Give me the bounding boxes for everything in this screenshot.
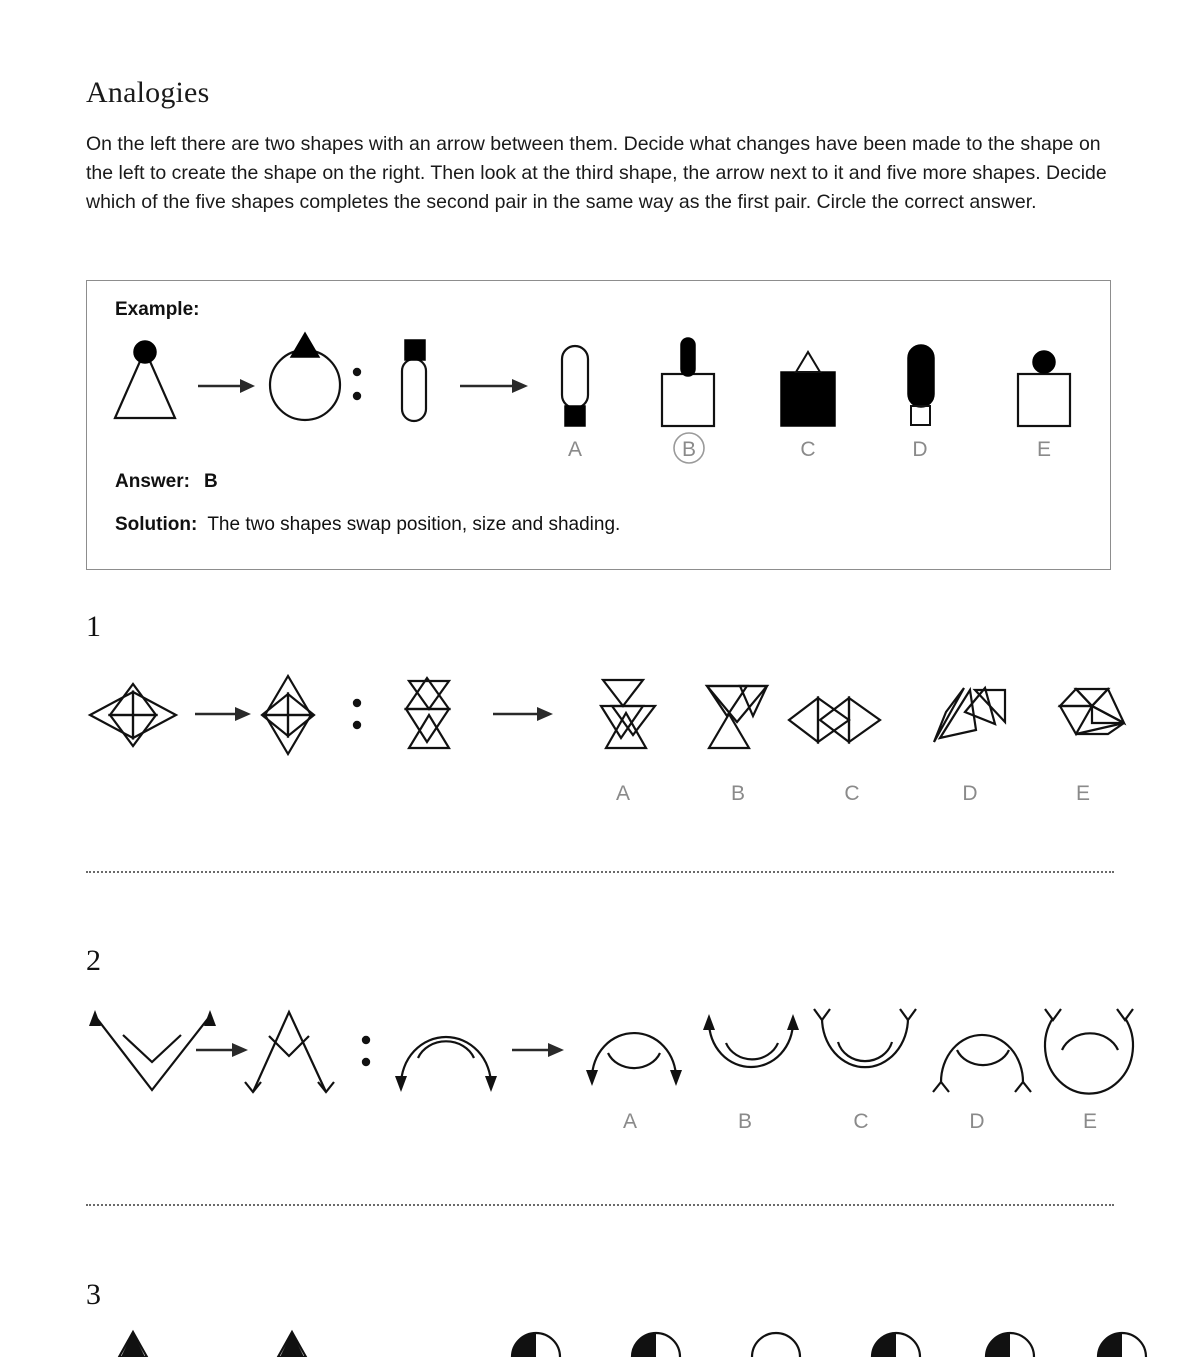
q1-arrow-2 bbox=[493, 707, 553, 721]
q1-option-letter-B[interactable]: B bbox=[730, 782, 745, 805]
q1-option-letter-A[interactable]: A bbox=[615, 782, 630, 805]
q2-arrow-2 bbox=[512, 1043, 564, 1057]
example-option-letter-C[interactable]: C bbox=[800, 438, 816, 461]
q2-option-letter-B[interactable]: B bbox=[737, 1110, 752, 1133]
section-separator-1 bbox=[86, 871, 1114, 873]
example-option-letter-A[interactable]: A bbox=[567, 438, 582, 461]
q1-pair1-right-shape bbox=[262, 676, 314, 754]
q1-pair2-left-shape bbox=[406, 678, 449, 748]
page-title: Analogies bbox=[86, 76, 210, 109]
answer-value: B bbox=[203, 471, 218, 492]
example-box bbox=[86, 280, 1111, 570]
example-label: Example: bbox=[115, 299, 200, 320]
q1-option-D-shape bbox=[934, 688, 1005, 742]
q2-option-C-shape bbox=[814, 1009, 916, 1067]
q2-pair2-left-shape bbox=[395, 1037, 497, 1092]
q1-arrow-1 bbox=[195, 707, 251, 721]
q2-option-D-shape bbox=[933, 1035, 1031, 1092]
q1-option-letter-D[interactable]: D bbox=[962, 782, 978, 805]
q1-colon-separator bbox=[353, 699, 361, 729]
section-separator-2 bbox=[86, 1204, 1114, 1206]
question-number-2: 2 bbox=[86, 944, 101, 977]
q2-option-letter-A[interactable]: A bbox=[622, 1110, 637, 1133]
q1-option-letter-E[interactable]: E bbox=[1075, 782, 1090, 805]
q2-pair1-right-shape bbox=[245, 1012, 334, 1092]
example-option-letter-E[interactable]: E bbox=[1036, 438, 1051, 461]
q2-option-B-shape bbox=[703, 1014, 799, 1067]
example-option-letter-B[interactable]: B bbox=[681, 438, 696, 461]
solution-label: Solution: bbox=[115, 514, 198, 535]
solution-value: The two shapes swap position, size and shading. bbox=[207, 514, 621, 535]
q2-pair1-left-shape bbox=[89, 1010, 216, 1090]
q2-option-letter-D[interactable]: D bbox=[969, 1110, 985, 1133]
example-option-letter-D[interactable]: D bbox=[912, 438, 928, 461]
question-number-3: 3 bbox=[86, 1278, 101, 1311]
q1-option-C-shape bbox=[789, 698, 880, 742]
q2-option-A-shape bbox=[586, 1033, 682, 1086]
solution-line bbox=[115, 514, 620, 536]
q1-pair1-left-shape bbox=[90, 684, 176, 746]
question-number-1: 1 bbox=[86, 610, 101, 643]
q1-option-A-shape bbox=[601, 680, 655, 748]
q2-colon-separator bbox=[362, 1036, 370, 1066]
q3-cut-off-shapes bbox=[119, 1332, 1146, 1357]
intro-paragraph: On the left there are two shapes with an arrow between them. Decide what changes have been made to the shape on the left to create the shape on the right. Then look at the third shape, the arrow next to it and five more shapes. Decide which of the five shapes completes the second pair in the same way as the first pair. Circle the correct answer. bbox=[86, 133, 1107, 213]
q2-option-E-shape bbox=[1045, 1009, 1133, 1094]
q2-option-letter-E[interactable]: E bbox=[1082, 1110, 1097, 1133]
q1-option-B-shape bbox=[707, 686, 767, 748]
q2-option-letter-C[interactable]: C bbox=[853, 1110, 869, 1133]
q1-option-letter-C[interactable]: C bbox=[844, 782, 860, 805]
answer-label: Answer: bbox=[115, 471, 190, 492]
q1-option-E-shape bbox=[1060, 689, 1124, 734]
q2-arrow-1 bbox=[196, 1043, 248, 1057]
answer-line bbox=[115, 471, 218, 493]
